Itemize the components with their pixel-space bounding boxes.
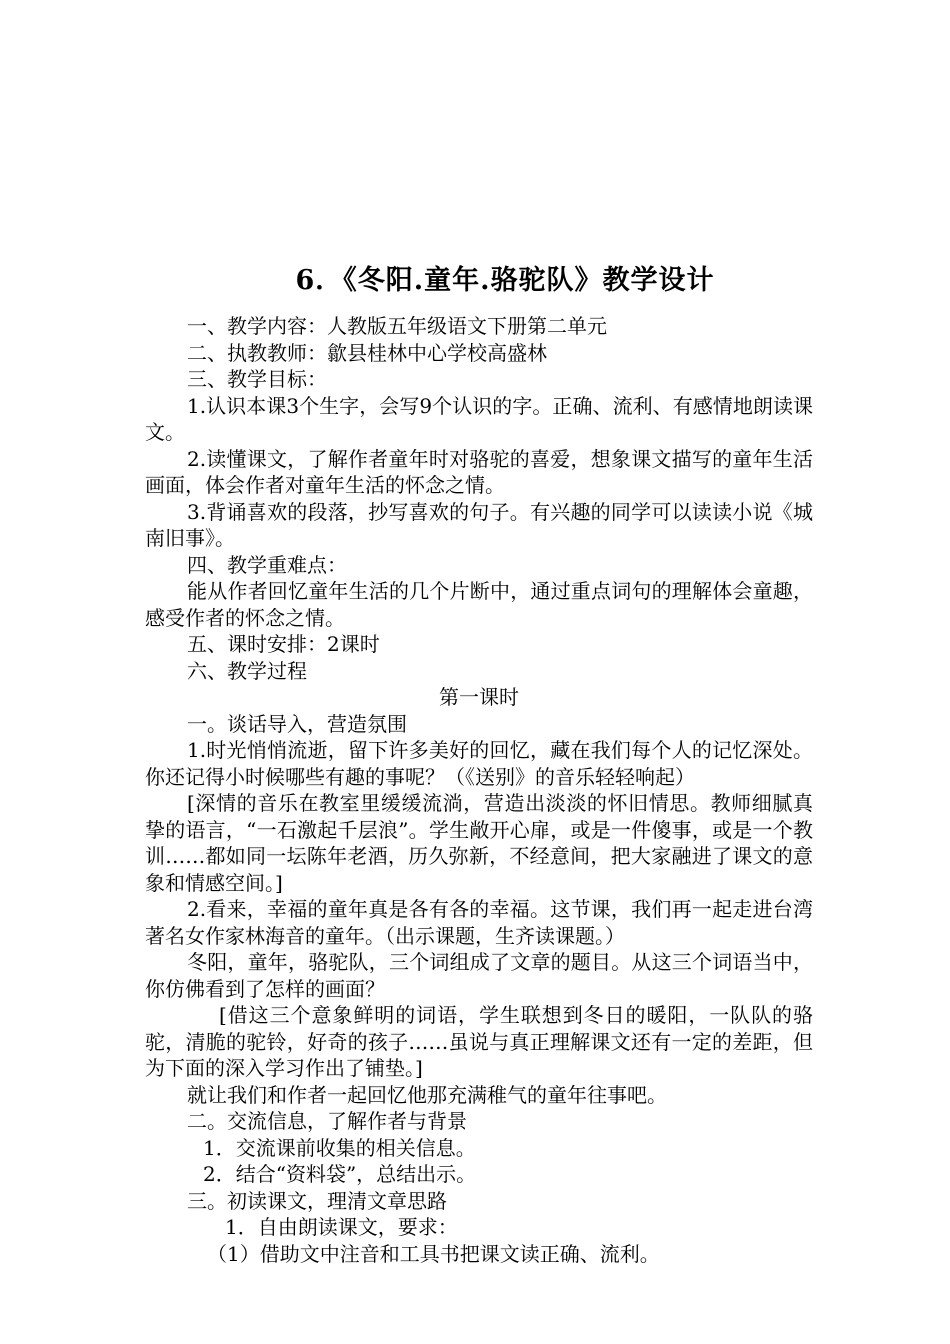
paragraph-step-3-item-1: 1．自由朗读课文，要求： — [225, 1215, 458, 1239]
paragraph-objectives-heading: 三、教学目标： — [187, 367, 327, 391]
paragraph-step-2-item-2: 2．结合“资料袋”，总结出示。 — [203, 1162, 477, 1186]
paragraph-step-3-requirement-1: （1）借助文中注音和工具书把课文读正确、流利。 — [207, 1241, 660, 1266]
paragraph-step-1-transition: 就让我们和作者一起回忆他那充满稚气的童年往事吧。 — [187, 1082, 667, 1107]
paragraph-step-1-question: 冬阳，童年，骆驼队，三个词组成了文章的题目。从这三个词语当中，你仿佛看到了怎样的画面？ — [145, 950, 813, 1001]
paragraph-key-points: 能从作者回忆童年生活的几个片断中，通过重点词句的理解体会童趣，感受作者的怀念之情。 — [145, 579, 813, 630]
paragraph-process-heading: 六、教学过程 — [187, 658, 307, 683]
paragraph-step-1-note-1: [深情的音乐在教室里缓缓流淌，营造出淡淡的怀旧情思。教师细腻真挚的语言，“一石激起千层浪”。学生敞开心扉，或是一件傻事，或是一个教训……都如同一坛陈年老酒，历久弥新，不经意间，把大家融进了课文的意象和情感空间。] — [145, 791, 813, 895]
section-heading-first-lesson: 第一课时 — [439, 685, 519, 709]
paragraph-objective-2: 2.读懂课文，了解作者童年时对骆驼的喜爱，想象课文描写的童年生活画面，体会作者对童年生活的怀念之情。 — [145, 446, 813, 497]
paragraph-teaching-content: 一、教学内容：人教版五年级语文下册第二单元 — [187, 314, 607, 338]
paragraph-step-2-item-1: 1．交流课前收集的相关信息。 — [203, 1135, 476, 1160]
document-body — [145, 313, 813, 1267]
paragraph-objective-1: 1.认识本课3个生字，会写9个认识的字。正确、流利、有感情地朗读课文。 — [145, 393, 813, 444]
paragraph-step-1-item-2: 2.看来，幸福的童年真是各有各的幸福。这节课，我们再一起走进台湾著名女作家林海音的童年。（出示课题，生齐读课题。） — [145, 897, 813, 948]
paragraph-teacher: 二、执教教师：歙县桂林中心学校高盛林 — [187, 340, 547, 365]
paragraph-step-1-item-1: 1.时光悄悄流逝，留下许多美好的回忆，藏在我们每个人的记忆深处。你还记得小时候哪些有趣的事呢？（《送别》的音乐轻轻响起） — [145, 738, 813, 789]
paragraph-step-2-heading: 二。交流信息，了解作者与背景 — [187, 1109, 467, 1133]
paragraph-step-1-note-2: [借这三个意象鲜明的词语，学生联想到冬日的暖阳，一队队的骆驼，清脆的驼铃，好奇的孩子……虽说与真正理解课文还有一定的差距，但为下面的深入学习作出了铺垫。] — [145, 1003, 813, 1080]
paragraph-key-points-heading: 四、教学重难点： — [187, 552, 347, 577]
paragraph-step-1-heading: 一。谈话导入，营造氛围 — [187, 711, 407, 736]
document-title: 6．《冬阳.童年.骆驼队》教学设计 — [295, 265, 715, 296]
paragraph-schedule: 五、课时安排：2课时 — [187, 632, 380, 656]
paragraph-step-3-heading: 三。初读课文，理清文章思路 — [187, 1188, 447, 1213]
paragraph-objective-3: 3.背诵喜欢的段落，抄写喜欢的句子。有兴趣的同学可以读读小说《城南旧事》。 — [145, 499, 813, 550]
